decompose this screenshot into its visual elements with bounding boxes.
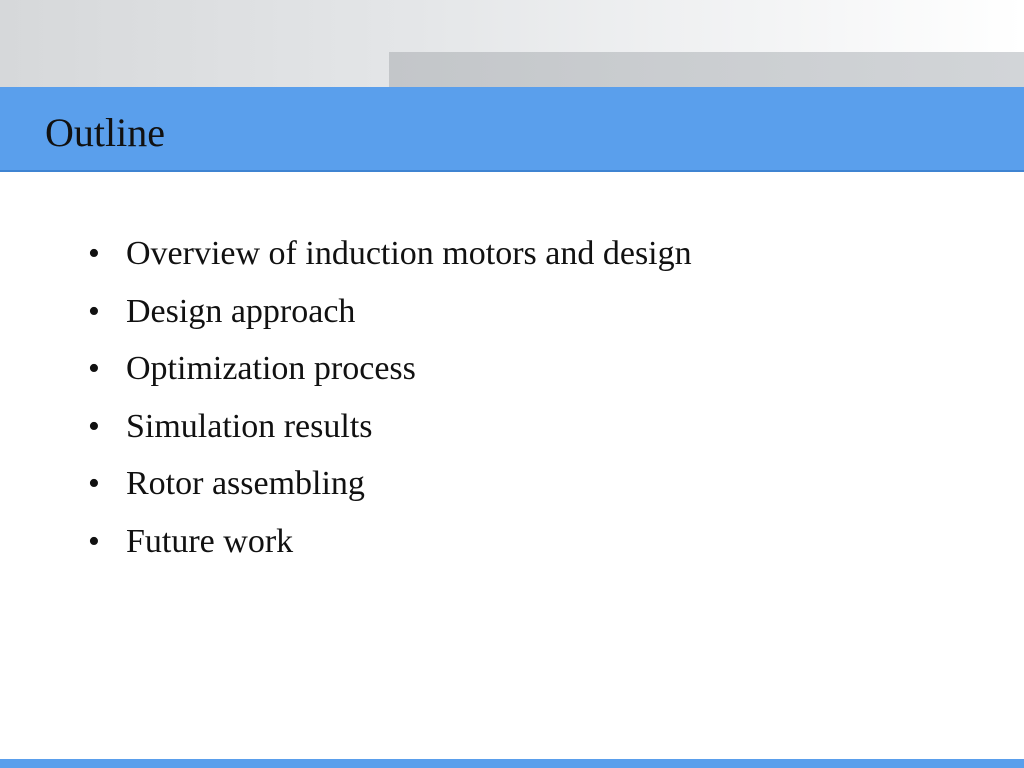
bullet-text: Future work — [126, 522, 294, 560]
bullet-item — [88, 225, 692, 283]
bullet-text: Rotor assembling — [126, 465, 365, 502]
bullet-dot-icon: • — [88, 235, 100, 272]
bullet-item — [88, 340, 692, 398]
bullet-dot-icon: • — [88, 350, 100, 387]
bullet-item — [88, 455, 692, 513]
header-accent-bar — [389, 52, 1024, 88]
title-bar — [0, 87, 1024, 172]
bullet-item — [88, 283, 692, 341]
bullet-text: Simulation results — [126, 407, 373, 445]
bullet-text: Overview of induction motors and design — [126, 235, 692, 272]
bullet-list — [88, 225, 692, 570]
bullet-dot-icon: • — [88, 522, 100, 560]
slide-title: Outline — [45, 110, 165, 155]
bullet-item — [88, 513, 692, 571]
bullet-dot-icon: • — [88, 407, 100, 445]
bullet-item — [88, 398, 692, 456]
bullet-dot-icon: • — [88, 465, 100, 502]
bullet-dot-icon: • — [88, 292, 100, 330]
footer-bar — [0, 759, 1024, 768]
bullet-text: Optimization process — [126, 350, 416, 387]
bullet-text: Design approach — [126, 292, 356, 330]
